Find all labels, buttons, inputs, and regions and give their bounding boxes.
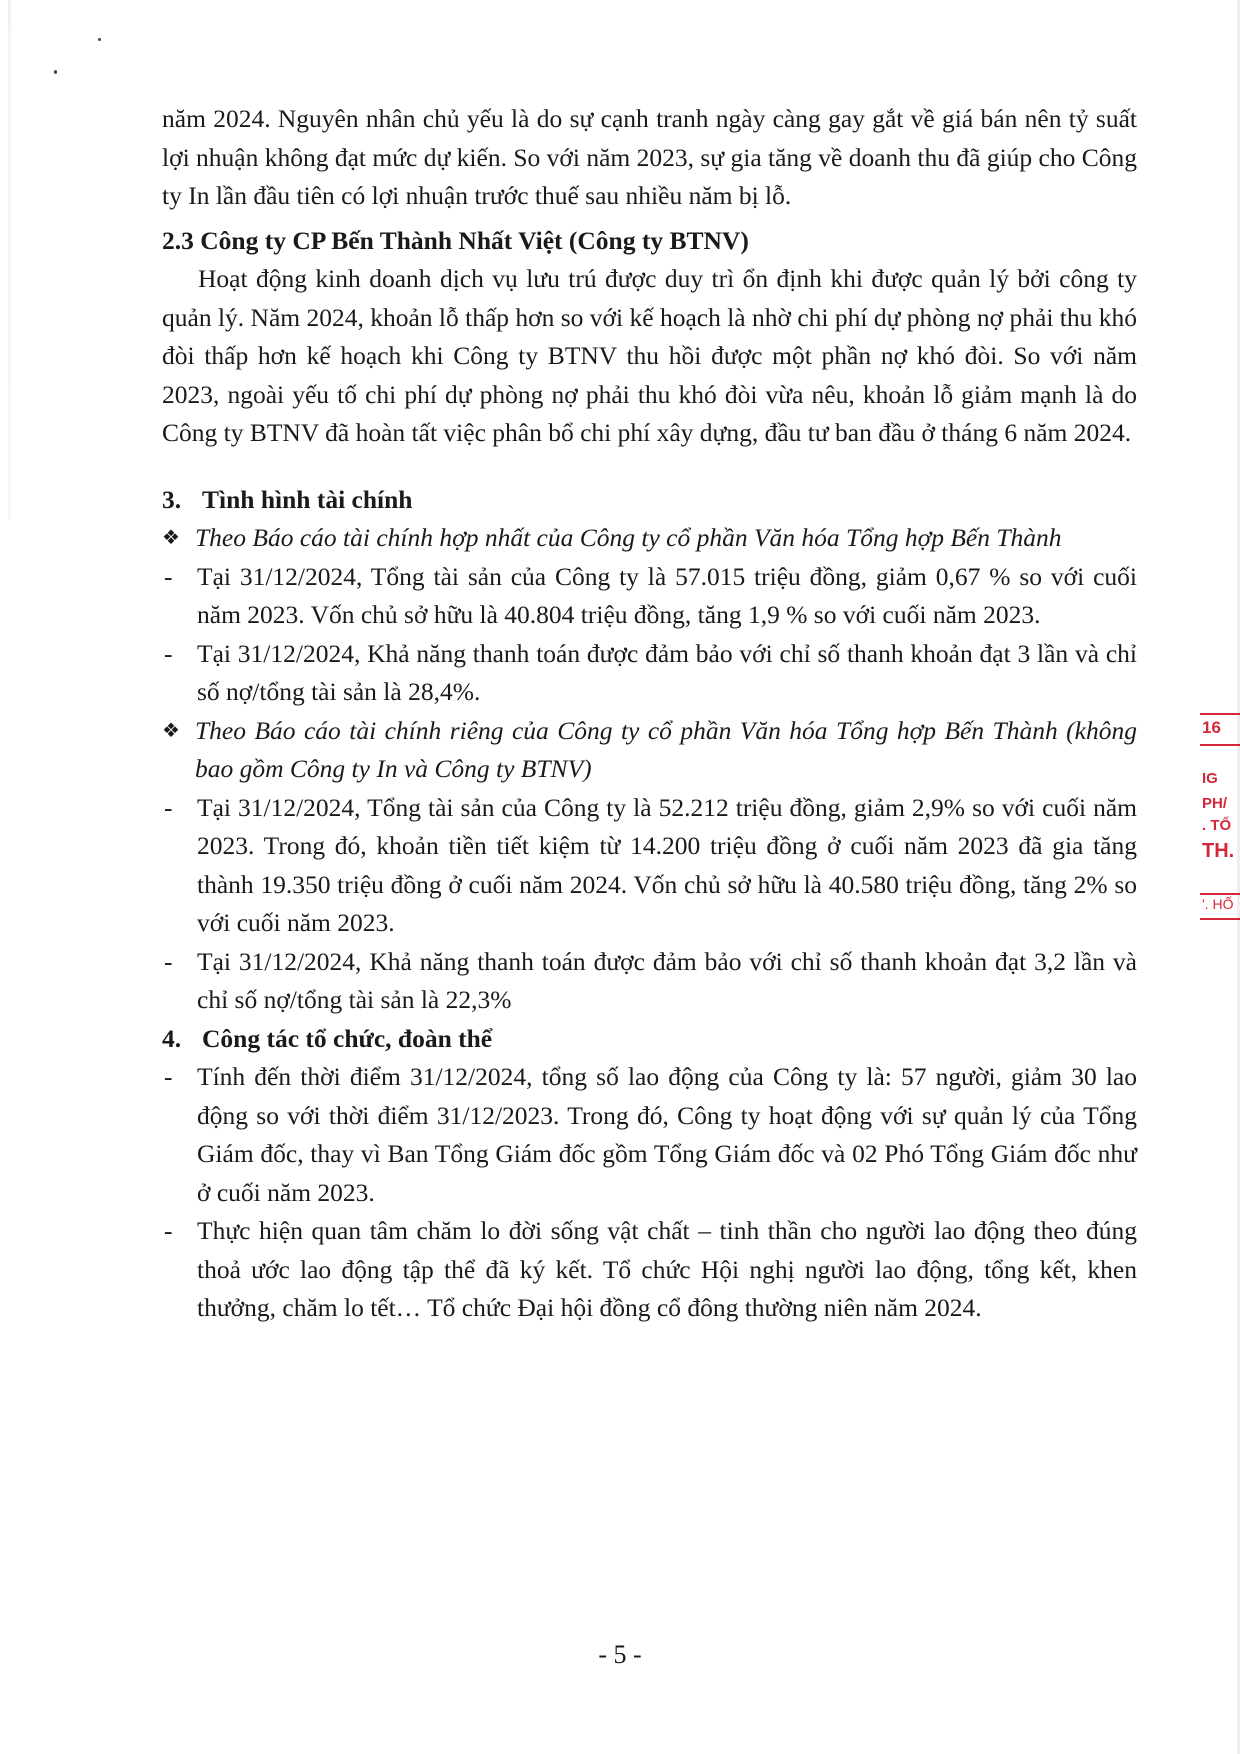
list-item	[162, 635, 1137, 712]
sub-heading-consolidated	[162, 519, 1137, 558]
stamp-text: '. HỐ	[1202, 896, 1234, 912]
stamp-text: TH.	[1202, 840, 1235, 862]
list-item	[162, 943, 1137, 1020]
dash-bullet: -	[164, 1216, 173, 1245]
list-item-text: Tại 31/12/2024, Tổng tài sản của Công ty là 57.015 triệu đồng, giảm 0,67 % so với cuối năm 2023. Vốn chủ sở hữu là 40.804 triệu đồng, tăng 1,9 % so với cuối năm 2023.	[197, 561, 1137, 629]
sub-heading-separate-text: Theo Báo cáo tài chính riêng của Công ty cổ phần Văn hóa Tổng hợp Bến Thành (không bao gồm Công ty In và Công ty BTNV)	[195, 715, 1137, 783]
stamp-rule	[1200, 918, 1240, 920]
section-3-number: 3.	[162, 484, 182, 514]
section-4-heading	[162, 1020, 1137, 1059]
list-item	[162, 1212, 1137, 1328]
page-number: - 5 -	[598, 1640, 642, 1669]
stamp-text: 16	[1202, 718, 1221, 737]
intro-paragraph: năm 2024. Nguyên nhân chủ yếu là do sự cạnh tranh ngày càng gay gắt về giá bán nên tỷ suất lợi nhuận không đạt mức dự kiến. So với năm 2023, sự gia tăng về doanh thu đã giúp cho Công ty In lần đầu tiên có lợi nhuận trước thuế sau nhiều năm bị lỗ.	[162, 104, 1137, 210]
list-item	[162, 558, 1137, 635]
list-item-text: Tại 31/12/2024, Khả năng thanh toán được đảm bảo với chỉ số thanh khoản đạt 3,2 lần và chỉ số nợ/tổng tài sản là 22,3%	[197, 946, 1137, 1014]
stamp-text: PH/	[1202, 795, 1228, 812]
list-item-text: Thực hiện quan tâm chăm lo đời sống vật chất – tinh thần cho người lao động theo đúng thoả ước lao động tập thể đã ký kết. Tổ chức Hội nghị người lao động, tổng kết, khen thưởng, chăm lo tết… Tổ chức Đại hội đồng cổ đông thường niên năm 2024.	[197, 1216, 1137, 1322]
stamp-text: . TỔ	[1202, 817, 1232, 834]
dash-bullet: -	[164, 1062, 173, 1091]
sub-heading-consolidated-text: Theo Báo cáo tài chính hợp nhất của Công ty cổ phần Văn hóa Tổng hợp Bến Thành	[195, 523, 1062, 552]
section-4-title: Công tác tổ chức, đoàn thể	[202, 1023, 493, 1053]
list-item	[162, 1058, 1137, 1212]
section-3-heading	[162, 481, 1137, 520]
dash-bullet: -	[164, 561, 173, 591]
list-item-text: Tại 31/12/2024, Khả năng thanh toán được đảm bảo với chỉ số thanh khoản đạt 3 lần và chỉ số nợ/tổng tài sản là 28,4%.	[197, 638, 1137, 706]
dash-bullet: -	[164, 946, 173, 976]
stamp-text: IG	[1202, 770, 1218, 787]
section-4-number: 4.	[162, 1023, 182, 1053]
document-body	[162, 100, 1137, 1328]
list-item	[162, 789, 1137, 943]
sub-heading-separate	[162, 712, 1137, 789]
scan-speck	[54, 70, 57, 74]
diamond-bullet-icon: ❖	[162, 719, 180, 742]
stamp-rule	[1200, 893, 1240, 895]
section-2-3-paragraph: Hoạt động kinh doanh dịch vụ lưu trú được duy trì ổn định khi được quản lý bởi công ty quản lý. Năm 2024, khoản lỗ thấp hơn so với kế hoạch là nhờ chi phí dự phòng nợ phải thu khó đòi thấp hơn kế hoạch khi Công ty BTNV thu hồi được một phần nợ khó đòi. So với năm 2023, ngoài yếu tố chi phí dự phòng nợ phải thu khó đòi vừa nêu, khoản lỗ giảm mạnh là do Công ty BTNV đã hoàn tất việc phân bổ chi phí xây dựng, đầu tư ban đầu ở tháng 6 năm 2024.	[162, 264, 1138, 447]
scan-speck	[98, 38, 101, 41]
stamp-rule	[1200, 744, 1240, 746]
stamp-rule	[1200, 713, 1240, 715]
company-seal-stamp	[1198, 700, 1240, 960]
diamond-bullet-icon: ❖	[162, 527, 180, 549]
section-3-title: Tình hình tài chính	[202, 484, 413, 514]
list-item-text: Tính đến thời điểm 31/12/2024, tổng số lao động của Công ty là: 57 người, giảm 30 lao động so với thời điểm 31/12/2023. Trong đó, Công ty hoạt động với sự quản lý của Tổng Giám đốc, thay vì Ban Tổng Giám đốc gồm Tổng Giám đốc và 02 Phó Tổng Giám đốc như ở cuối năm 2023.	[197, 1062, 1137, 1207]
dash-bullet: -	[164, 638, 173, 668]
list-item-text: Tại 31/12/2024, Tổng tài sản của Công ty là 52.212 triệu đồng, giảm 2,9% so với cuối năm 2023. Trong đó, khoản tiền tiết kiệm từ 14.200 triệu đồng ở cuối năm 2023 đã gia tăng thành 19.350 triệu đồng ở cuối năm 2024. Vốn chủ sở hữu là 40.580 triệu đồng, tăng 2% so với cuối năm 2023.	[197, 792, 1137, 937]
spacer	[162, 453, 1137, 481]
section-2-3-heading: 2.3 Công ty CP Bến Thành Nhất Việt (Công ty BTNV)	[162, 225, 749, 255]
scan-edge	[8, 0, 11, 520]
dash-bullet: -	[164, 792, 173, 822]
